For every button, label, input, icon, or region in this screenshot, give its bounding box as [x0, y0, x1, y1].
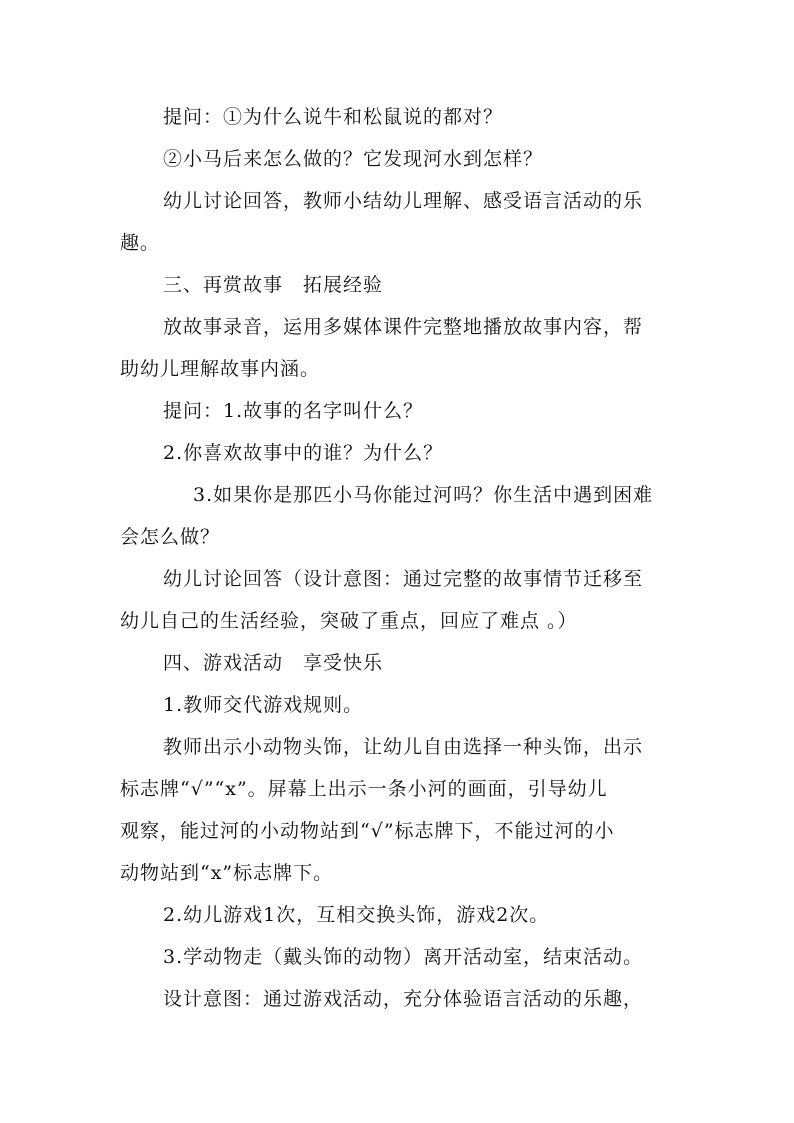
text-line: 2.你喜欢故事中的谁？为什么？ [163, 442, 444, 464]
text-line: 1.教师交代游戏规则。 [163, 694, 364, 716]
text-line: 教师出示小动物头饰，让幼儿自由选择一种头饰，出示 [163, 736, 644, 758]
text-line: 趣。 [120, 232, 161, 254]
text-line: 观察，能过河的小动物站到“√”标志牌下，不能过河的小 [120, 820, 615, 842]
text-line: 2.幼儿游戏1次，互相交换头饰，游戏2次。 [163, 904, 550, 926]
text-line: 会怎么做？ [120, 526, 221, 548]
section-heading: 四、游戏活动 享受快乐 [163, 652, 384, 674]
text-line: 设计意图：通过游戏活动，充分体验语言活动的乐趣， [163, 988, 644, 1010]
text-line: 幼儿自己的生活经验，突破了重点，回应了难点 。） [120, 610, 578, 632]
text-line: 标志牌“√”“x”。屏幕上出示一条小河的画面，引导幼儿 [120, 778, 608, 800]
text-line: 幼儿讨论回答（设计意图：通过完整的故事情节迁移至 [163, 568, 644, 590]
section-heading: 三、再赏故事 拓展经验 [163, 274, 384, 296]
text-line: 提问：1.故事的名字叫什么？ [163, 400, 424, 422]
text-line: 3.如果你是那匹小马你能过河吗？你生活中遇到困难 [193, 484, 654, 506]
text-line: 助幼儿理解故事内涵。 [120, 358, 321, 380]
text-line: 提问：①为什么说牛和松鼠说的都对？ [163, 106, 504, 128]
text-line: ②小马后来怎么做的？它发现河水到怎样？ [163, 148, 544, 170]
text-line: 3.学动物走（戴头饰的动物）离开活动室，结束活动。 [163, 946, 644, 968]
text-line: 动物站到“x”标志牌下。 [120, 862, 334, 884]
text-line: 幼儿讨论回答，教师小结幼儿理解、感受语言活动的乐 [163, 190, 644, 212]
text-line: 放故事录音，运用多媒体课件完整地播放故事内容，帮 [163, 316, 644, 338]
